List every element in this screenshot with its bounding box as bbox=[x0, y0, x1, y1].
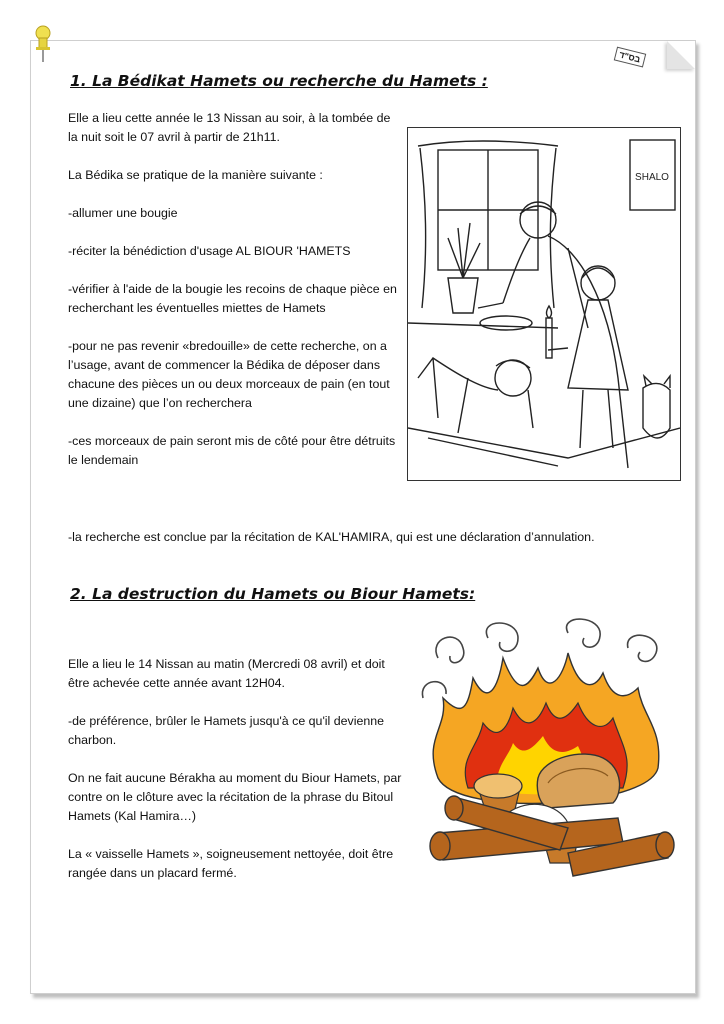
paragraph: La Bédika se pratique de la manière suivante : bbox=[68, 168, 323, 182]
paragraph: Elle a lieu cette année le 13 Nissan au soir, à la tombée de la nuit soit le 07 avril à partir de 21h11. bbox=[68, 111, 391, 144]
wall-sign-text: SHALO bbox=[635, 172, 669, 183]
pushpin-icon bbox=[30, 24, 56, 64]
bedika-illustration bbox=[407, 127, 681, 481]
paragraph: La « vaisselle Hamets », soigneusement nettoyée, doit être rangée dans un placard fermé. bbox=[68, 847, 394, 880]
section1-text bbox=[68, 109, 403, 489]
section2-text bbox=[68, 655, 408, 902]
paragraph: -ces morceaux de pain seront mis de côté pour être détruits le lendemain bbox=[68, 434, 396, 467]
paragraph: On ne fait aucune Bérakha au moment du Biour Hamets, par contre on le clôture avec la récitation de la phrase du Bitoul Hamets (Kal Hamira…) bbox=[68, 771, 402, 823]
section1-title: 1. La Bédikat Hamets ou recherche du Hamets : bbox=[70, 72, 488, 90]
paragraph: -pour ne pas revenir «bredouille» de cette recherche, on a l’usage, avant de commencer la Bédika de déposer dans chacune des pièces un ou deux morceaux de pain (en tout une dizaine) que l’on recherchera bbox=[68, 339, 390, 410]
fire-illustration bbox=[418, 618, 676, 880]
page-fold-corner bbox=[667, 41, 695, 69]
bsd-tag: בס"ד bbox=[614, 47, 646, 68]
paragraph: Elle a lieu le 14 Nissan au matin (Mercredi 08 avril) et doit être achevée cette année avant 12H04. bbox=[68, 657, 385, 690]
section2-title: 2. La destruction du Hamets ou Biour Hamets: bbox=[70, 585, 476, 603]
paragraph: -allumer une bougie bbox=[68, 206, 178, 220]
paragraph-kal-hamira: -la recherche est conclue par la récitation de KAL'HAMIRA, qui est une déclaration d’annulation. bbox=[68, 530, 595, 544]
paragraph: -vérifier à l'aide de la bougie les recoins de chaque pièce en recherchant les éventuelles miettes de Hamets bbox=[68, 282, 397, 315]
paragraph: -de préférence, brûler le Hamets jusqu'à ce qu'il devienne charbon. bbox=[68, 714, 385, 747]
paragraph: -réciter la bénédiction d'usage AL BIOUR 'HAMETS bbox=[68, 244, 351, 258]
